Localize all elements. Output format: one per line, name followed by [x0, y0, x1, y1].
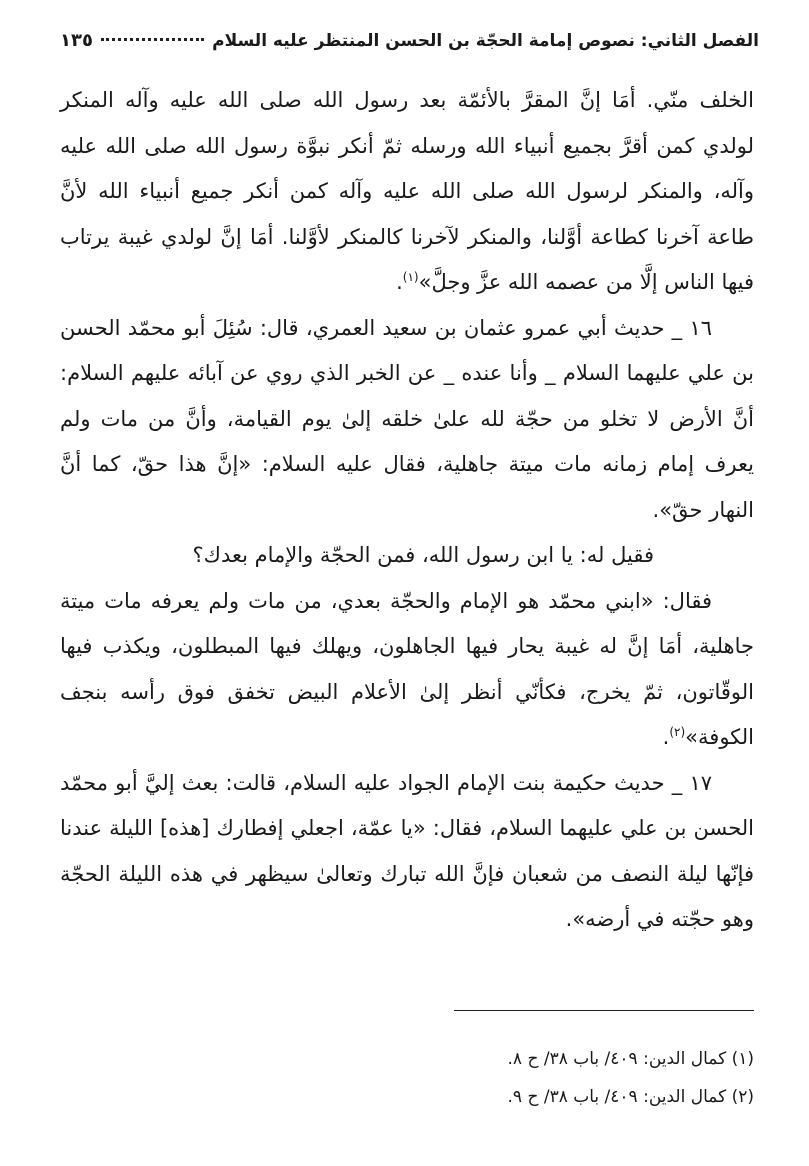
paragraph-answer-text: فقال: «ابني محمّد هو الإمام والحجّة بعدي، من مات ولم يعرفه مات ميتة جاهلية، أمَا إنَّ له غيبة يحار فيها الجاهلون، ويهلك فيها المبطلون، ويكذب فيها الوقّاتون، ثمّ يخرج، فكأنّي أنظر إلىٰ الأعلام البيض تخفق فوق رأسه بنجف الكوفة»: [60, 588, 754, 749]
paragraph-1-tail: .: [396, 270, 403, 294]
chapter-title: الفصل الثاني: نصوص إمامة الحجّة بن الحسن المنتظر عليه السلام: [212, 31, 759, 51]
running-header: [60, 30, 759, 64]
footnotes: [60, 1040, 754, 1116]
footnote-ref-1: (١): [402, 270, 419, 284]
footnote-separator: [454, 1010, 754, 1011]
footnote-1: (١) كمال الدين: ٤٠٩/ باب ٣٨/ ح ٨.: [507, 1049, 754, 1069]
paragraph-answer: [60, 579, 754, 761]
paragraph-hadith-16: ١٦ _ حديث أبي عمرو عثمان بن سعيد العمري، قال: سُئِلَ أبو محمّد الحسن بن علي عليهما السلام _ وأنا عنده _ عن الخبر الذي روي عن آبائه عليهم السلام: أنَّ الأرض لا تخلو من حجّة لله علىٰ خلقه إلىٰ يوم القيامة، وأنَّ من مات ولم يعرف إمام زمانه مات ميتة جاهلية، فقال عليه السلام: «إنَّ هذا حقّ، كما أنَّ النهار حقّ».: [60, 315, 754, 522]
page-number: ١٣٥: [60, 30, 93, 51]
footnote-2: (٢) كمال الدين: ٤٠٩/ باب ٣٨/ ح ٩.: [507, 1087, 754, 1107]
footnote-ref-2: (٢): [669, 725, 686, 739]
paragraph-hadith-17: ١٧ _ حديث حكيمة بنت الإمام الجواد عليه السلام، قالت: بعث إليَّ أبو محمّد الحسن بن علي عليهما السلام، فقال: «يا عمّة، اجعلي إفطارك [هذه] الليلة عندنا فإنّها ليلة النصف من شعبان فإنَّ الله تبارك وتعالىٰ سيظهر في هذه الليلة الحجّة وهو حجّته في أرضه».: [60, 770, 754, 931]
paragraph-answer-tail: .: [662, 725, 670, 749]
paragraph-continuation: [60, 78, 754, 306]
header-dot-leader: [101, 38, 204, 41]
paragraph-1-text: الخلف منّي. أمَا إنَّ المقرَّ بالأئمّة بعد رسول الله صلى الله عليه وآله المنكر لولدي كمن أقرَّ بجميع أنبياء الله ورسله ثمّ أنكر نبوَّة رسول الله صلى الله عليه وآله، والمنكر لرسول الله صلى الله عليه وآله كمن أنكر جميع أنبياء الله لأنَّ طاعة آخرنا كطاعة أوَّلنا، والمنكر لآخرنا كالمنكر لأوَّلنا. أمَا إنَّ لولدي غيبة يرتاب فيها الناس إلَّا من عصمه الله عزَّ وجلَّ»: [60, 88, 754, 294]
main-text: [60, 78, 754, 943]
paragraph-question: فقيل له: يا ابن رسول الله، فمن الحجّة والإمام بعدك؟: [192, 543, 654, 567]
